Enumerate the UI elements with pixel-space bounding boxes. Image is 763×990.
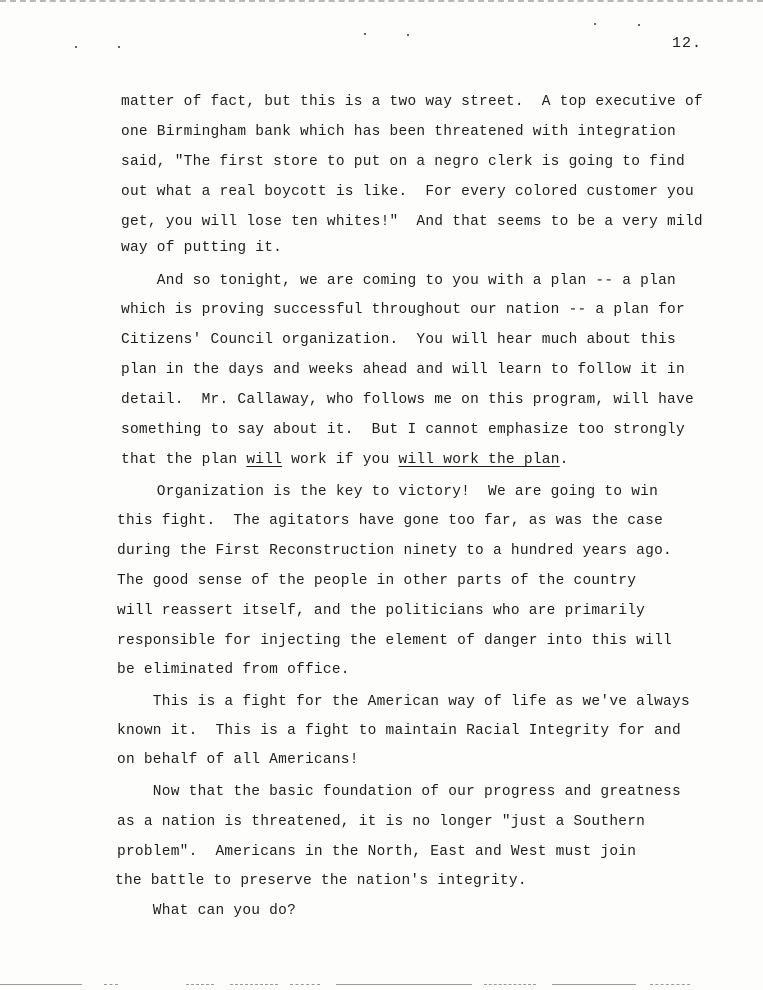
text-line: Citizens' Council organization. You will hear much about this (121, 332, 676, 348)
text-line: during the First Reconstruction ninety to a hundred years ago. (117, 543, 672, 559)
text-line: detail. Mr. Callaway, who follows me on this program, will have (121, 392, 694, 408)
text-line: get, you will lose ten whites!" And that seems to be a very mild (121, 214, 703, 230)
text-segment: work if you (282, 452, 399, 468)
text-line: What can you do? (117, 903, 297, 919)
text-line: this fight. The agitators have gone too far, as was the case (117, 513, 664, 529)
scan-mark (552, 984, 636, 985)
text-line: something to say about it. But I cannot emphasize too strongly (121, 422, 685, 438)
text-line: as a nation is threatened, it is no longer "just a Southern (117, 814, 646, 830)
text-line-underlined (121, 451, 569, 469)
text-line: will reassert itself, and the politicians who are primarily (117, 603, 646, 619)
underlined-will-work-the-plan: will work the plan (398, 452, 560, 468)
scan-mark (336, 984, 472, 985)
text-line: out what a real boycott is like. For every colored customer you (121, 184, 694, 200)
text-segment: that the plan (121, 452, 247, 468)
scan-mark (290, 984, 320, 985)
scan-mark (484, 984, 536, 985)
scan-mark (650, 984, 690, 985)
text-line: Now that the basic foundation of our progress and greatness (117, 784, 681, 800)
text-line: on behalf of all Americans! (117, 752, 359, 768)
text-line: one Birmingham bank which has been threatened with integration (121, 124, 676, 140)
scan-speck (364, 33, 366, 35)
text-line: which is proving successful throughout our nation -- a plan for (121, 302, 685, 318)
scan-speck (407, 34, 409, 36)
page-number: 12. (672, 35, 703, 52)
scan-speck (594, 23, 596, 25)
text-line: said, "The first store to put on a negro clerk is going to find (121, 154, 685, 170)
scan-mark (230, 984, 278, 985)
text-line: matter of fact, but this is a two way street. A top executive of (121, 94, 703, 110)
text-line: way of putting it. (121, 240, 283, 256)
scan-speck (118, 46, 120, 48)
text-line: known it. This is a fight to maintain Racial Integrity for and (117, 723, 681, 739)
scan-mark (186, 984, 214, 985)
text-segment: . (559, 452, 569, 468)
text-line: responsible for injecting the element of danger into this will (117, 633, 672, 649)
text-line: problem". Americans in the North, East and West must join (117, 844, 637, 860)
scan-mark (104, 984, 118, 985)
text-line: This is a fight for the American way of life as we've always (117, 694, 690, 710)
scan-speck (638, 24, 640, 26)
bottom-scan-marks (0, 984, 763, 988)
text-line: The good sense of the people in other parts of the country (117, 573, 637, 589)
text-line: Organization is the key to victory! We are going to win (121, 484, 659, 500)
scan-mark (0, 984, 82, 985)
underlined-will: will (246, 452, 283, 468)
text-line: be eliminated from office. (117, 662, 350, 678)
top-perforation-edge (0, 0, 763, 2)
text-line: And so tonight, we are coming to you with a plan -- a plan (121, 273, 676, 289)
text-line: the battle to preserve the nation's integrity. (115, 873, 527, 889)
scan-speck (75, 46, 77, 48)
text-line: plan in the days and weeks ahead and will learn to follow it in (121, 362, 685, 378)
